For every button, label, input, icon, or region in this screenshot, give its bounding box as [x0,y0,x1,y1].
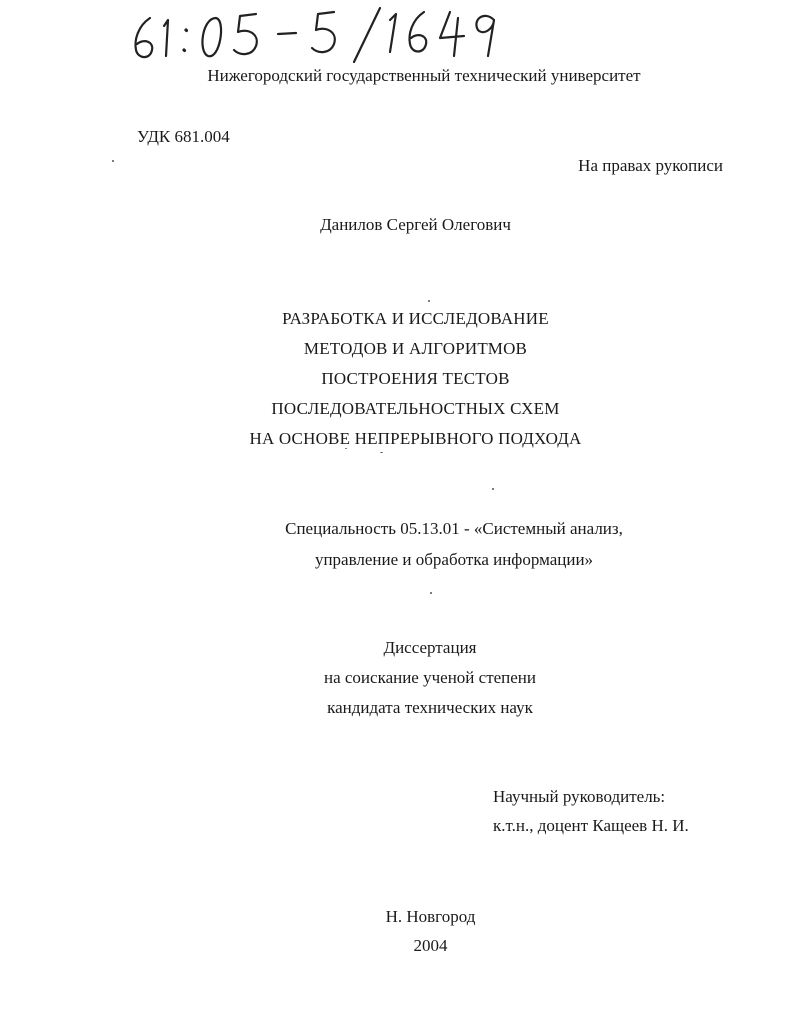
city: Н. Новгород [385,907,476,926]
degree-block [0,633,798,723]
supervisor-block [493,782,689,840]
year: 2004 [413,936,448,955]
specialty-line-1: Специальность 05.13.01 - «Системный анализ, [285,519,623,538]
scan-speck [430,592,432,594]
author-name: Данилов Сергей Олегович [320,215,511,234]
udc-code: УДК 681.004 [137,127,230,146]
degree-line-1: Диссертация [383,638,477,657]
scan-speck [112,160,114,162]
place-date-block [0,902,798,960]
scan-speck [345,448,347,449]
handwritten-code-drawing [128,4,508,66]
title-line-5: НА ОСНОВЕ НЕПРЕРЫВНОГО ПОДХОДА [249,429,582,448]
supervisor-name: к.т.н., доцент Кащеев Н. И. [493,816,689,835]
university-name: Нижегородский государственный технический университет [207,66,641,85]
scan-speck [492,488,494,490]
rights-note: На правах рукописи [578,156,723,175]
scan-speck [380,452,383,453]
specialty-line-2: управление и обработка информации» [314,550,594,569]
title-line-1: РАЗРАБОТКА И ИССЛЕДОВАНИЕ [282,309,549,328]
scan-speck [428,300,430,302]
title-line-2: МЕТОДОВ И АЛГОРИТМОВ [303,339,528,358]
handwritten-code [128,4,508,66]
supervisor-label: Научный руководитель: [493,787,666,806]
specialty-block [0,513,798,575]
degree-line-3: кандидата технических наук [327,698,533,717]
title-line-4: ПОСЛЕДОВАТЕЛЬНОСТНЫХ СХЕМ [271,399,560,418]
title-line-3: ПОСТРОЕНИЯ ТЕСТОВ [321,369,510,388]
dissertation-title [0,304,798,454]
degree-line-2: на соискание ученой степени [323,668,537,687]
